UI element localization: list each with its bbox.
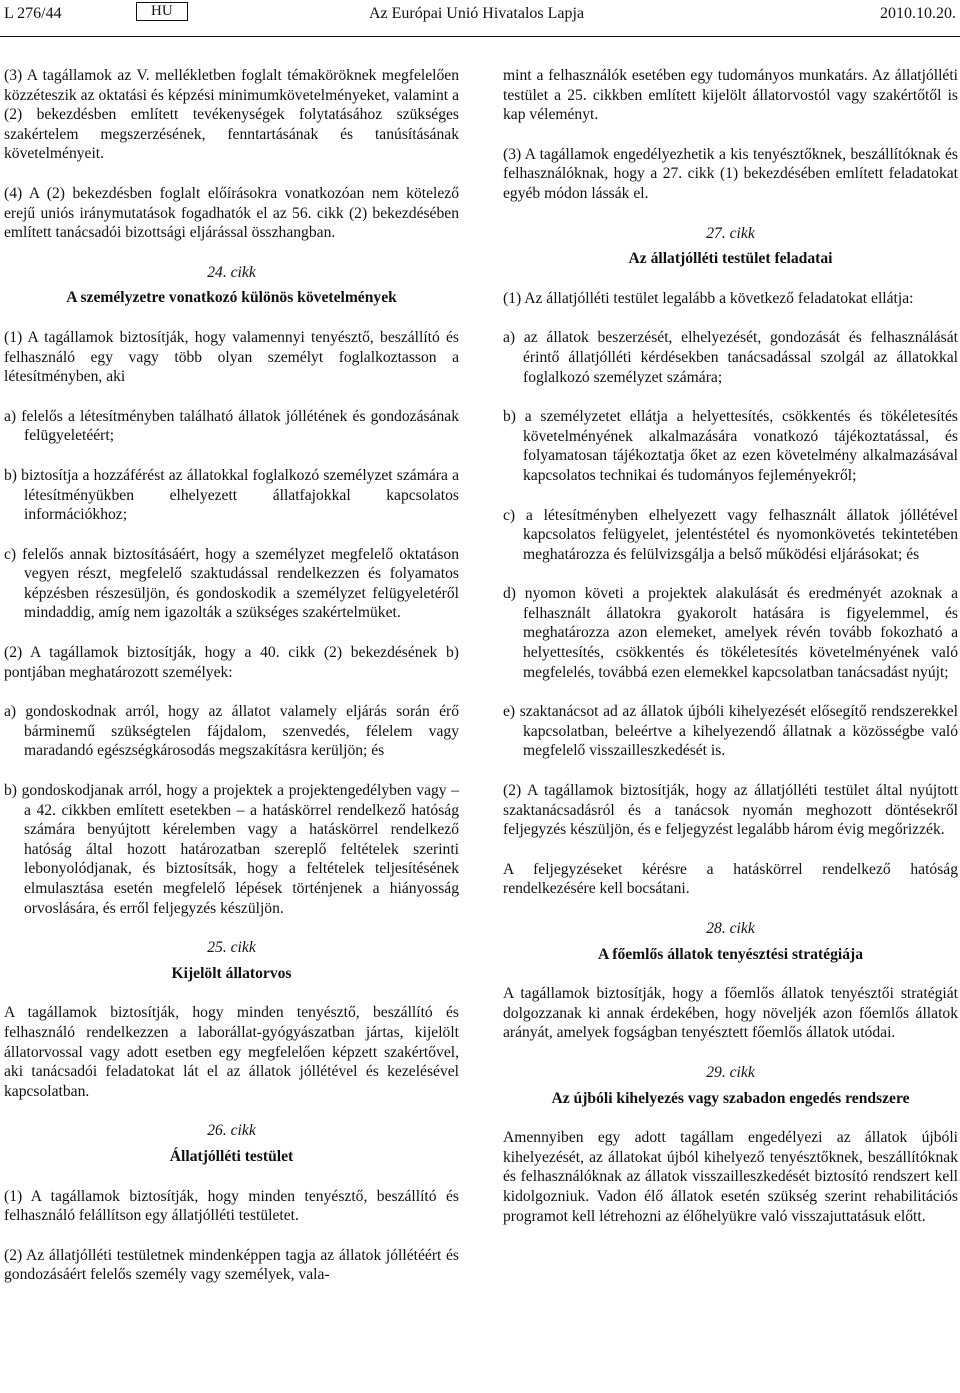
paragraph: (1) A tagállamok biztosítják, hogy valamennyi tenyésztő, beszállító és felhasználó egy vagy több olyan személyt foglalkoztasson a létesítményben, aki (4, 328, 459, 386)
article-number: 27. cikk (706, 224, 755, 242)
article-number: 28. cikk (706, 920, 755, 937)
paragraph: A tagállamok biztosítják, hogy a főemlős állatok tenyésztői stratégiát dolgozzanak ki annak érdekében, hogy növeljék azon főemlős állatok arányát, amelyek fogságban tenyésztett főemlős állatok utódai. (503, 985, 958, 1042)
article-number: 26. cikk (207, 1122, 256, 1140)
list-item: b) biztosítja a hozzáférést az állatokkal foglalkozó személyzet számára a létesítményükben elhelyezett állatfajokkal kapcsolatos információkhoz; (4, 466, 459, 524)
article-title: Állatjólléti testület (169, 1147, 294, 1165)
list-item: a) gondoskodnak arról, hogy az állatot valamely eljárás során érő bárminemű szükségtelen fájdalom, szenvedés, félelem vagy maradandó egészségkárosodás megszakításra kerüljön; és (4, 703, 459, 760)
paragraph: (1) A tagállamok biztosítják, hogy minden tenyésztő, beszállító és felhasználó felállítson egy állatjólléti testületet. (4, 1187, 459, 1225)
right-column (503, 66, 958, 1246)
paragraph: (3) A tagállamok az V. mellékletben foglalt témaköröknek megfelelően közzéteszik az oktatási és képzési minimumkövetelményeket, valamint a (2) bekezdésben említett tevékenységek folytatásához szükséges szakértelem megszerzésének, fenntartásának és tanúsításának követelményeit. (4, 67, 459, 163)
list-item: c) felelős annak biztosításáért, hogy a személyzet megfelelő oktatáson vegyen részt, megfelelő szaktudással rendelkezzen és folyamatos képzésben részesüljön, és gondoskodik a személyzet felügyeletéről mindaddig, amíg nem igazolták a szükséges szakértelmüket. (4, 545, 459, 622)
page-number: L 276/44 (4, 5, 62, 22)
article-number: 29. cikk (706, 1063, 755, 1081)
paragraph: Amennyiben egy adott tagállam engedélyezi az állatok újbóli kihelyezését, az állatokat újból kihelyező tenyésztőknek, beszállítóknak és felhasználóknak az állatok visszailleszkedését biztosító rendszert kell kidolgozniuk. Vadon élő állatok esetén szükség szerint rehabilitációs programot kell létrehozni az élőhelyükre való visszajuttatásuk előtt. (503, 1129, 958, 1225)
paragraph: mint a felhasználók esetében egy tudományos munkatárs. Az állatjólléti testület a 25. cikkben említett kijelölt állatorvostól vagy szakértőtől is kap véleményt. (503, 67, 958, 124)
page-header (0, 0, 960, 36)
list-item: b) a személyzetet ellátja a helyettesítés, csökkentés és tökéletesítés követelményének alkalmazására vonatkozó tájékoztatással, és folyamatosan tájékoztatja őket az ezen követelmény alkalmazásával kapcsolatos technikai és tudományos fejleményekről; (503, 408, 958, 484)
article-title: Az állatjólléti testület feladatai (628, 250, 833, 268)
paragraph: A tagállamok biztosítják, hogy minden tenyésztő, beszállító és felhasználó rendelkezzen a laborállat-gyógyászatban jártas, kijelölt állatorvossal vagy adott esetben egy megfelelően képzett szakértővel, aki tanácsadói feladatokat lát el az állatok jóllétével és kezelésével kapcsolatban. (4, 1004, 459, 1100)
paragraph: A feljegyzéseket kérésre a hatáskörrel rendelkező hatóság rendelkezésére kell bocsátani. (503, 860, 958, 898)
paragraph: (3) A tagállamok engedélyezhetik a kis tenyésztőknek, beszállítóknak és felhasználóknak, hogy a 27. cikk (1) bekezdésében említett feladatokat egyéb módon lássák el. (503, 145, 958, 202)
left-column (4, 66, 459, 1305)
article-number: 25. cikk (207, 939, 256, 957)
paragraph: (2) A tagállamok biztosítják, hogy a 40. cikk (2) bekezdésének b) pontjában meghatározott személyek: (4, 644, 459, 681)
list-item: e) szaktanácsot ad az állatok újbóli kihelyezését elősegítő rendszerekkel kapcsolatban, beleértve a kihelyezendő állatnak a közösségbe való megfelelő visszailleszkedését is. (503, 703, 958, 760)
paragraph: (4) A (2) bekezdésben foglalt előírásokra vonatkozóan nem kötelező erejű uniós iránymutatások fogadhatók el az 56. cikk (2) bekezdésében említett tanácsadói bizottsági eljárással összhangban. (4, 184, 459, 242)
article-title: Az újbóli kihelyezés vagy szabadon engedés rendszere (551, 1089, 910, 1107)
issue-date: 2010.10.20. (880, 5, 956, 22)
list-item: c) a létesítményben elhelyezett vagy felhasznált állatok jóllétével kapcsolatos felügyelet, jelentéstétel és nyomonkövetés tekintetében meghatározza és felülvizsgálja a belső működési eljárásokat; és (503, 506, 958, 563)
list-item: a) az állatok beszerzését, elhelyezését, gondozását és felhasználását érintő állatjólléti kérdésekben tanácsadással szolgál az állatokkal foglalkozó személyzet számára; (503, 329, 958, 386)
article-title: A személyzetre vonatkozó különös követelmények (66, 289, 397, 307)
article-number: 24. cikk (207, 263, 256, 281)
list-item: a) felelős a létesítményben található állatok jóllétének és gondozásának felügyeletéért; (4, 407, 459, 445)
paragraph: (2) A tagállamok biztosítják, hogy az állatjólléti testület által nyújtott szaktanácsadásról és a tanácsok nyomán meghozott döntésekről feljegyzés készüljön, és e feljegyzést legalább három évig megőrizzék. (503, 782, 958, 839)
journal-title: Az Európai Unió Hivatalos Lapja (369, 5, 585, 22)
article-title: Kijelölt állatorvos (171, 964, 292, 982)
header-rule (0, 36, 960, 37)
list-item: d) nyomon követi a projektek alakulását és eredményét azoknak a felhasznált állatokra gyakorolt hatására is figyelemmel, és meghatározza azon elemeket, amelyek révén tovább fokozható a helyettesítés, csökkentés és tökéletesítés követelményének való megfelelés, továbbá ezen elemekkel kapcsolatban tanácsadást nyújt; (503, 585, 958, 681)
paragraph: (1) Az állatjólléti testület legalább a következő feladatokat ellátja: (503, 289, 914, 307)
article-title: A főemlős állatok tenyésztési stratégiája (597, 945, 864, 963)
language-badge: HU (136, 2, 188, 21)
paragraph: (2) Az állatjólléti testületnek mindenképpen tagja az állatok jóllétéért és gondozásáért felelős személy vagy személyek, vala- (4, 1246, 459, 1284)
list-item: b) gondoskodjanak arról, hogy a projektek a projektengedélyben vagy – a 42. cikkben említett esetekben – a hatáskörrel rendelkező hatóság számára benyújtott kérelemben vagy a hatáskörrel rendelkező hatóság által hozott határozatban szereplő feltételek szerinti lebonyolódjanak, és biztosítsák, hogy a feltételek teljesítésének elmulasztása esetén megfelelő lépések történjenek a hiányosság orvoslására, és erről feljegyzés készüljön. (4, 782, 459, 917)
